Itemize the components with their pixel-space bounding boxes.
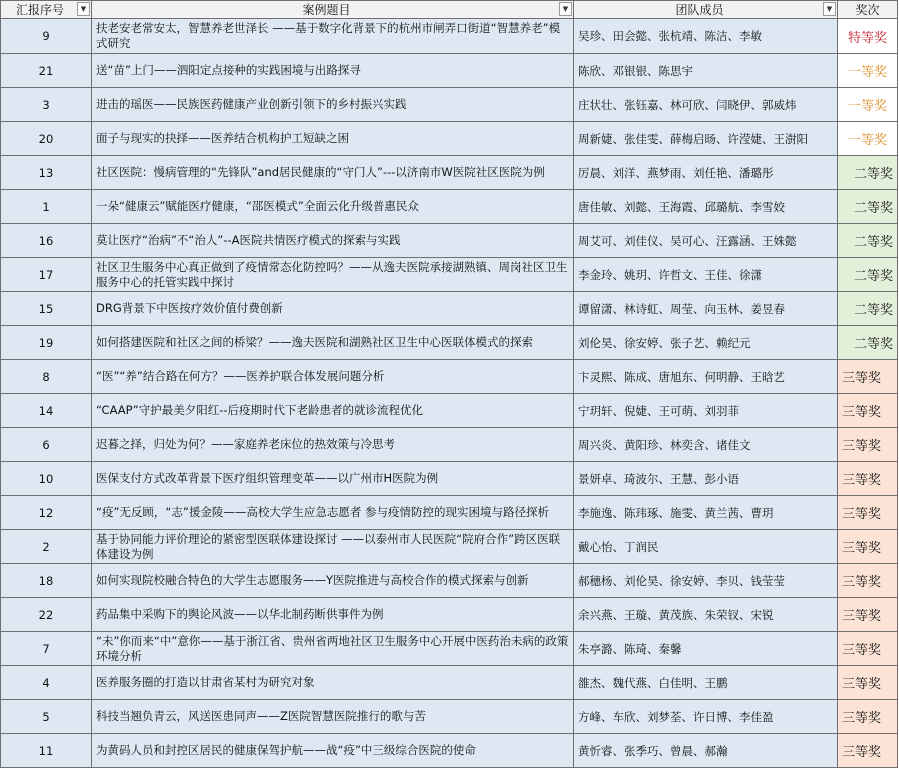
table-row xyxy=(1,88,898,122)
table-row xyxy=(1,326,898,360)
cell-members[interactable]: 景妍卓、琦波尔、王慧、彭小语 xyxy=(574,462,838,496)
table-row xyxy=(1,598,898,632)
header-row xyxy=(1,1,898,19)
cell-number[interactable]: 16 xyxy=(1,224,92,258)
header-members-label: 团队成员 xyxy=(675,3,724,17)
cell-award[interactable]: 三等奖 xyxy=(838,360,898,394)
cell-number[interactable]: 8 xyxy=(1,360,92,394)
cell-number[interactable]: 6 xyxy=(1,428,92,462)
cell-topic[interactable]: 如何实现院校融合特色的大学生志愿服务——Y医院推进与高校合作的模式探索与创新 xyxy=(92,564,574,598)
cell-topic[interactable]: 面子与现实的抉择——医养结合机构护工短缺之困 xyxy=(92,122,574,156)
cell-topic[interactable]: 医保支付方式改革背景下医疗组织管理变革——以广州市H医院为例 xyxy=(92,462,574,496)
table-row xyxy=(1,258,898,292)
cell-members[interactable]: 宁玥轩、倪婕、王可萌、刘羽菲 xyxy=(574,394,838,428)
cell-award[interactable]: 三等奖 xyxy=(838,632,898,666)
cell-number[interactable]: 17 xyxy=(1,258,92,292)
cell-award[interactable]: 三等奖 xyxy=(838,734,898,768)
cell-award[interactable]: 三等奖 xyxy=(838,530,898,564)
header-members xyxy=(574,1,838,19)
cell-award[interactable]: 二等奖 xyxy=(838,258,898,292)
table-row xyxy=(1,462,898,496)
cell-topic[interactable]: 药品集中采购下的舆论风波——以华北制药断供事件为例 xyxy=(92,598,574,632)
filter-dropdown-icon[interactable]: ▼ xyxy=(559,2,572,16)
cell-topic[interactable]: 基于协同能力评价理论的紧密型医联体建设探讨 ——以泰州市人民医院“院府合作”跨区医联体建设为例 xyxy=(92,530,574,564)
cell-award[interactable]: 二等奖 xyxy=(838,156,898,190)
cell-award[interactable]: 二等奖 xyxy=(838,292,898,326)
cell-number[interactable]: 12 xyxy=(1,496,92,530)
cell-award[interactable]: 二等奖 xyxy=(838,326,898,360)
cell-number[interactable]: 11 xyxy=(1,734,92,768)
cell-number[interactable]: 19 xyxy=(1,326,92,360)
cell-members[interactable]: 谭留潇、林诗虹、周莹、向玉林、姜昱春 xyxy=(574,292,838,326)
cell-number[interactable]: 5 xyxy=(1,700,92,734)
cell-members[interactable]: 陈欣、邓银银、陈思宇 xyxy=(574,54,838,88)
table-row xyxy=(1,224,898,258)
cell-members[interactable]: 周兴炎、黄阳珍、林奕含、诸佳文 xyxy=(574,428,838,462)
cell-topic[interactable]: DRG背景下中医按疗效价值付费创新 xyxy=(92,292,574,326)
cell-number[interactable]: 15 xyxy=(1,292,92,326)
cell-topic[interactable]: “医”“养”结合路在何方？——医养护联合体发展问题分析 xyxy=(92,360,574,394)
header-topic xyxy=(92,1,574,19)
cell-award[interactable]: 三等奖 xyxy=(838,496,898,530)
cell-topic[interactable]: 莫让医疗“治病”不“治人”--A医院共情医疗模式的探索与实践 xyxy=(92,224,574,258)
table-row xyxy=(1,632,898,666)
header-topic-label: 案例题目 xyxy=(302,3,351,17)
cell-members[interactable]: 朱亭潞、陈琦、秦馨 xyxy=(574,632,838,666)
cell-number[interactable]: 13 xyxy=(1,156,92,190)
cell-award[interactable]: 二等奖 xyxy=(838,190,898,224)
cell-number[interactable]: 20 xyxy=(1,122,92,156)
table-row xyxy=(1,19,898,54)
table-row xyxy=(1,54,898,88)
cell-award[interactable]: 三等奖 xyxy=(838,564,898,598)
cell-members[interactable]: 方峰、车欣、刘梦荃、许日博、李佳盈 xyxy=(574,700,838,734)
cell-topic[interactable]: 科技当翘负青云，风送医患同声——Z医院智慧医院推行的歌与苦 xyxy=(92,700,574,734)
cell-award[interactable]: 一等奖 xyxy=(838,54,898,88)
table-row xyxy=(1,666,898,700)
cell-topic[interactable]: 一朵“健康云”赋能医疗健康，“邵医模式”全面云化升级普惠民众 xyxy=(92,190,574,224)
cell-award[interactable]: 三等奖 xyxy=(838,394,898,428)
table-row xyxy=(1,156,898,190)
cell-topic[interactable]: 送“苗”上门——泗阳定点接种的实践困境与出路探寻 xyxy=(92,54,574,88)
table-row xyxy=(1,734,898,768)
cell-members[interactable]: 黄忻睿、张季巧、曾晨、郝瀚 xyxy=(574,734,838,768)
cell-award[interactable]: 三等奖 xyxy=(838,700,898,734)
cell-members[interactable]: 郝穗杨、刘伦昊、徐安婷、李贝、钱莹莹 xyxy=(574,564,838,598)
cell-topic[interactable]: 迟暮之择，归处为何？——家庭养老床位的热效策与冷思考 xyxy=(92,428,574,462)
cell-members[interactable]: 周艾可、刘佳仪、吴可心、汪露涵、王姝懿 xyxy=(574,224,838,258)
cell-members[interactable]: 李施逸、陈玮琢、施雯、黄兰茜、曹玥 xyxy=(574,496,838,530)
header-award xyxy=(838,1,898,19)
filter-dropdown-icon[interactable]: ▼ xyxy=(823,2,836,16)
cell-topic[interactable]: 社区卫生服务中心真正做到了疫情常态化防控吗？——从逸夫医院承接湖熟镇、周岗社区卫生服务中心的托管实践中探讨 xyxy=(92,258,574,292)
cell-topic[interactable]: 进击的瑶医——民族医药健康产业创新引领下的乡村振兴实践 xyxy=(92,88,574,122)
cell-number[interactable]: 3 xyxy=(1,88,92,122)
table-row xyxy=(1,190,898,224)
table-row xyxy=(1,292,898,326)
table-row xyxy=(1,360,898,394)
table-row xyxy=(1,394,898,428)
cell-members[interactable]: 周新婕、张佳雯、薛梅启旸、许滢婕、王澍阳 xyxy=(574,122,838,156)
table-row xyxy=(1,496,898,530)
header-number-label: 汇报序号 xyxy=(15,3,64,17)
header-number xyxy=(1,1,92,19)
cell-members[interactable]: 戴心怡、丁润民 xyxy=(574,530,838,564)
cell-number[interactable]: 18 xyxy=(1,564,92,598)
table-row xyxy=(1,122,898,156)
cell-number[interactable]: 22 xyxy=(1,598,92,632)
cell-topic[interactable]: 社区医院：慢病管理的“先锋队”and居民健康的“守门人”---以济南市W医院社区医院为例 xyxy=(92,156,574,190)
cell-award[interactable]: 三等奖 xyxy=(838,666,898,700)
cell-award[interactable]: 二等奖 xyxy=(838,224,898,258)
cell-members[interactable]: 庄状壮、张钰嘉、林可欣、闫晓伊、郭威炜 xyxy=(574,88,838,122)
cell-members[interactable]: 余兴燕、王璇、黄茂族、朱荣钗、宋锐 xyxy=(574,598,838,632)
cell-number[interactable]: 9 xyxy=(1,19,92,54)
cell-award[interactable]: 特等奖 xyxy=(838,19,898,54)
cell-members[interactable]: 李金玲、姚玥、许哲文、王佳、徐潇 xyxy=(574,258,838,292)
cell-members[interactable]: 吴珍、田会懿、张杭靖、陈洁、李敏 xyxy=(574,19,838,54)
cell-number[interactable]: 4 xyxy=(1,666,92,700)
filter-dropdown-icon[interactable]: ▼ xyxy=(77,2,90,16)
cell-topic[interactable]: 医养服务圈的打造以甘肃省某村为研究对象 xyxy=(92,666,574,700)
table-row xyxy=(1,700,898,734)
cell-members[interactable]: 雒杰、魏代燕、白佳明、王鹏 xyxy=(574,666,838,700)
cell-award[interactable]: 一等奖 xyxy=(838,88,898,122)
cell-number[interactable]: 1 xyxy=(1,190,92,224)
cell-members[interactable]: 厉晨、刘洋、燕梦雨、刘任艳、潘璐彤 xyxy=(574,156,838,190)
cell-members[interactable]: 卞灵熙、陈成、唐旭东、何明静、王晗艺 xyxy=(574,360,838,394)
cell-number[interactable]: 10 xyxy=(1,462,92,496)
cell-award[interactable]: 三等奖 xyxy=(838,462,898,496)
cell-number[interactable]: 21 xyxy=(1,54,92,88)
table-row xyxy=(1,428,898,462)
table-row xyxy=(1,564,898,598)
cell-topic[interactable]: 扶老安老常安太，智慧养老世泽长 ——基于数字化背景下的杭州市闸弄口街道“智慧养老”模式研究 xyxy=(92,19,574,54)
cell-members[interactable]: 唐佳敏、刘懿、王海霞、邱璐航、李雪姣 xyxy=(574,190,838,224)
cell-members[interactable]: 刘伦昊、徐安婷、张子艺、赖纪元 xyxy=(574,326,838,360)
cell-topic[interactable]: 为黄码人员和封控区居民的健康保驾护航——战“疫”中三级综合医院的使命 xyxy=(92,734,574,768)
cell-topic[interactable]: “未”你而来“中”意你——基于浙江省、贵州省两地社区卫生服务中心开展中医药治未病的政策环境分析 xyxy=(92,632,574,666)
cell-number[interactable]: 14 xyxy=(1,394,92,428)
cell-number[interactable]: 7 xyxy=(1,632,92,666)
table-row xyxy=(1,530,898,564)
cell-topic[interactable]: “CAAP”守护最美夕阳红--后疫期时代下老龄患者的就诊流程优化 xyxy=(92,394,574,428)
cell-topic[interactable]: 如何搭建医院和社区之间的桥梁？——逸夫医院和湖熟社区卫生中心医联体模式的探索 xyxy=(92,326,574,360)
cell-award[interactable]: 一等奖 xyxy=(838,122,898,156)
cell-award[interactable]: 三等奖 xyxy=(838,598,898,632)
header-award-label: 奖次 xyxy=(855,3,880,17)
cell-award[interactable]: 三等奖 xyxy=(838,428,898,462)
cell-number[interactable]: 2 xyxy=(1,530,92,564)
cell-topic[interactable]: “疫”无反顾，“志”援金陵——高校大学生应急志愿者 参与疫情防控的现实困境与路径探析 xyxy=(92,496,574,530)
